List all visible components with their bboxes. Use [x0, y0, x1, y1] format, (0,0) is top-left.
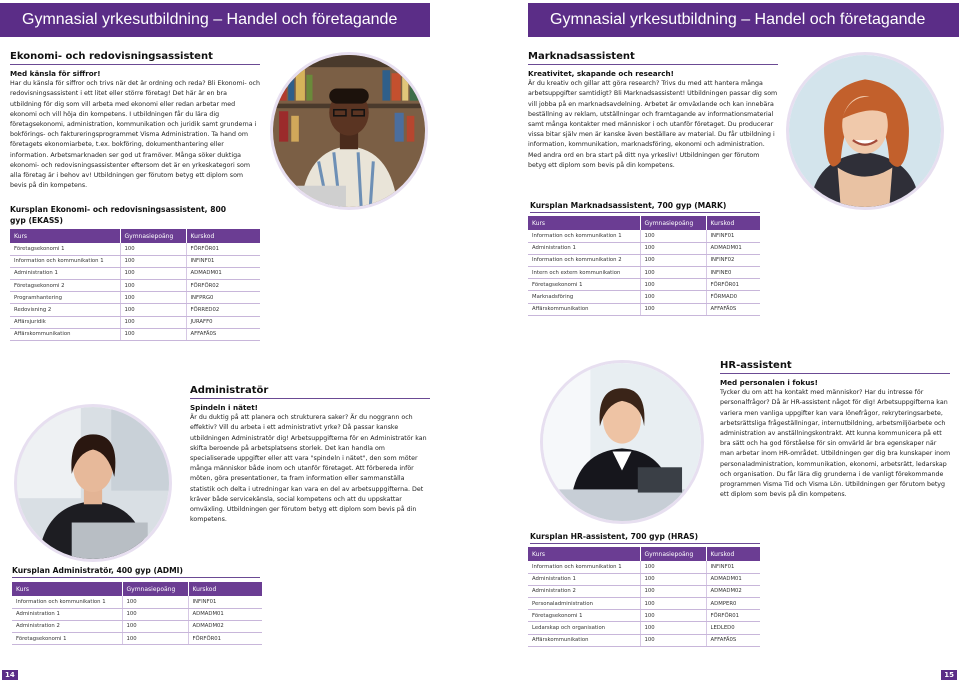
table-row: [528, 573, 760, 585]
admin-plan-rule: [12, 577, 260, 578]
col-gymnasiepoang: Gymnasiepoäng: [640, 216, 706, 230]
course-code: FÖRFÖR01: [186, 243, 260, 255]
marknad-course-table: [528, 216, 760, 316]
course-name: Affärskommunikation: [528, 303, 640, 315]
course-code: INFINF01: [706, 561, 760, 573]
hr-plan-title: Kursplan HR-assistent, 700 gyp (HRAS): [530, 532, 699, 541]
course-points: 100: [120, 316, 186, 328]
marknad-body: Är du kreativ och gillar att göra research? Trivs du med att hantera många arbetsuppgifter samtidigt? Bli Marknadsassistent! Utbildningen passar dig som vill jobba på en marknadsavdelning. Arbetet är omväxlande och kan innebära beställning av reklam, utställningar och framtagande av informationsmaterial samt många kontakter med människor i och utanför företaget. Du producerar vissa bitar själv men är kanske även beställare av material. Du får utbildning i information, kommunikation, marknadsföring, ekonomi och administration. Med andra ord en bra start på ditt nya yrkesliv! Utbildningen ger förutom betyg ett diplom som bevis på din kompetens.: [528, 80, 778, 169]
table-row: [528, 561, 760, 573]
course-code: INFINF01: [706, 230, 760, 242]
admin-lead: Spindeln i nätet!: [190, 403, 258, 412]
course-name: Information och kommunikation 1: [10, 255, 120, 267]
course-points: 100: [640, 634, 706, 646]
table-row: [528, 230, 760, 242]
hr-photo: [540, 360, 704, 524]
course-points: 100: [120, 280, 186, 292]
marknad-title: Marknadsassistent: [528, 51, 635, 62]
course-code: INFINF02: [706, 254, 760, 266]
table-header-row: [528, 216, 760, 230]
right-page-number: 15: [941, 670, 957, 680]
course-name: Information och kommunikation 1: [528, 230, 640, 242]
admin-body: Är du duktig på att planera och strukturera saker? Är du noggrann och effektiv? Vill du arbeta i ett administrativt yrke? Då passar kanske utbildningen Administratör dig! Arbetsuppgifterna för en Administratör kan skifta beroende på arbetsplatsens storlek. Det kan handla om specialiserade uppgifter eller att vara "spindeln i nätet", den som möter många människor både inom och utanför företaget. Att förbereda inför möten, göra presentationer, ta fram information eller sammanställa statistik och delta i utredningar kan vara en del av arbetsuppgifterna. Det kräver både servicekänsla, social kompetens och att du uppskattar omväxling. Utbildningen ger förutom betyg ett diplom som bevis på din kompetens.: [190, 414, 427, 524]
right-page-banner: Gymnasial yrkesutbildning – Handel och företagande: [528, 3, 959, 37]
course-name: Redovisning 2: [10, 304, 120, 316]
col-gymnasiepoang: Gymnasiepoäng: [640, 547, 706, 561]
course-code: ADMPER0: [706, 598, 760, 610]
course-name: Information och kommunikation 1: [12, 596, 122, 608]
course-name: Administration 1: [12, 608, 122, 620]
course-points: 100: [122, 608, 188, 620]
hr-rule: [720, 373, 950, 374]
table-row: [528, 254, 760, 266]
col-kurskod: Kurskod: [706, 547, 760, 561]
course-points: 100: [640, 598, 706, 610]
course-name: Administration 1: [528, 573, 640, 585]
course-name: Administration 2: [528, 585, 640, 597]
marknad-text: [528, 69, 778, 171]
admin-rule: [190, 398, 430, 399]
table-row: [10, 328, 260, 340]
hr-lead: Med personalen i fokus!: [720, 378, 818, 387]
course-code: FÖRFÖR01: [706, 279, 760, 291]
table-row: [10, 316, 260, 328]
course-name: Administration 1: [10, 267, 120, 279]
course-points: 100: [120, 255, 186, 267]
hr-text: [720, 378, 952, 500]
course-points: 100: [122, 620, 188, 632]
table-row: [10, 304, 260, 316]
course-name: Administration 2: [12, 620, 122, 632]
course-points: 100: [640, 242, 706, 254]
hr-body: Tycker du om att ha kontakt med människor? Har du intresse för personalfrågor? Då är HR-assistent något för dig! Arbetsuppgifterna kan variera men vanliga uppgifter kan vara lönefrågor, rekryteringsarbete, arbetsrättsliga frågeställningar, internutbildning, arbetsmiljöarbete och administration av anställningskontrakt. Att kunna kommunicera på ett bra sätt och ha god förståelse för sin omvärld är bra egenskaper när man arbetar inom HR-området. Utbildningen ger dig bra kunskaper inom personaladministration, kommunikation, ekonomi, arbetsrätt, ledarskap och organisation. Du får lära dig grunderna i de vanligt förekommande programmen Visma Tid och Visma Lön. Utbildningen ger förutom betyg ett diplom som bevis på din kompetens.: [720, 389, 951, 499]
marknad-lead: Kreativitet, skapande och research!: [528, 69, 674, 78]
course-name: Programhantering: [10, 292, 120, 304]
course-code: AFFAFÄ0S: [186, 328, 260, 340]
col-kurs: Kurs: [10, 229, 120, 243]
course-code: JURAFF0: [186, 316, 260, 328]
course-points: 100: [640, 303, 706, 315]
marknad-photo: [786, 52, 944, 210]
course-code: ADMADM02: [706, 585, 760, 597]
course-points: 100: [120, 292, 186, 304]
course-code: AFFAFÄ0S: [706, 303, 760, 315]
course-points: 100: [640, 279, 706, 291]
course-name: Företagsekonomi 2: [10, 280, 120, 292]
table-row: [10, 292, 260, 304]
course-points: 100: [640, 610, 706, 622]
course-points: 100: [120, 304, 186, 316]
table-row: [10, 255, 260, 267]
table-row: [12, 633, 262, 645]
table-row: [10, 280, 260, 292]
course-name: Företagsekonomi 1: [528, 610, 640, 622]
course-code: INFINF01: [188, 596, 262, 608]
course-points: 100: [640, 573, 706, 585]
course-name: Personaladministration: [528, 598, 640, 610]
admin-title: Administratör: [190, 385, 269, 396]
course-code: LEDLED0: [706, 622, 760, 634]
table-row: [12, 596, 262, 608]
course-points: 100: [640, 291, 706, 303]
admin-photo: [14, 404, 172, 562]
course-points: 100: [122, 633, 188, 645]
course-points: 100: [120, 267, 186, 279]
admin-text: [190, 403, 430, 525]
course-code: FÖRFÖR02: [186, 280, 260, 292]
left-page-number: 14: [2, 670, 18, 680]
table-row: [528, 585, 760, 597]
ekonomi-photo: [270, 52, 428, 210]
col-kurskod: Kurskod: [188, 582, 262, 596]
hr-course-table: [528, 547, 760, 647]
course-code: ADMADM01: [186, 267, 260, 279]
admin-course-table: [12, 582, 262, 645]
hr-plan-rule: [530, 543, 760, 544]
course-code: ADMADM02: [188, 620, 262, 632]
course-points: 100: [640, 230, 706, 242]
ekonomi-rule: [10, 64, 260, 65]
course-name: Affärsjuridik: [10, 316, 120, 328]
course-points: 100: [640, 622, 706, 634]
col-gymnasiepoang: Gymnasiepoäng: [122, 582, 188, 596]
table-row: [528, 267, 760, 279]
course-code: ADMADM01: [188, 608, 262, 620]
table-row: [528, 598, 760, 610]
course-code: INFINE0: [706, 267, 760, 279]
ekonomi-plan-title: Kursplan Ekonomi- och redovisningsassistent, 800 gyp (EKASS): [10, 205, 227, 225]
col-kurskod: Kurskod: [186, 229, 260, 243]
left-page-banner: Gymnasial yrkesutbildning – Handel och företagande: [0, 3, 430, 37]
course-name: Företagsekonomi 1: [12, 633, 122, 645]
table-header-row: [10, 229, 260, 243]
course-points: 100: [640, 254, 706, 266]
table-row: [528, 303, 760, 315]
table-row: [10, 243, 260, 255]
table-header-row: [12, 582, 262, 596]
col-kurs: Kurs: [528, 547, 640, 561]
table-row: [528, 279, 760, 291]
marknad-plan-rule: [530, 212, 760, 213]
course-code: ADMADM01: [706, 242, 760, 254]
ekonomi-body: Har du känsla för siffror och trivs när det är ordning och reda? Bli Ekonomi- och redovisningsassistent i ett litet eller större företag! Det här är en bra utbildning för dig som vill arbeta med ekonomi eller redan arbetar med ekonomi och vill höja din kompetens. I utbildningen får du lära dig företagsekonomi, administration, kommunikation och juridik samt grunderna i bokförings- och faktureringsprogrammet Visma Administration. Ta hand om företagets ekonomiarbete, t.ex. bokföring, dokumenthantering eller information. Arbetsmarknaden ser god ut framöver. Många söker duktiga ekonomi- och redovisningsassistenter eftersom det är en yrkeskategori som alla företag är i behov av! Utbildningen ger förutom betyg ett diplom som bevis på din kompetens.: [10, 80, 260, 190]
course-code: FÖRMAD0: [706, 291, 760, 303]
admin-plan-title: Kursplan Administratör, 400 gyp (ADMI): [12, 566, 183, 575]
table-header-row: [528, 547, 760, 561]
course-points: 100: [122, 596, 188, 608]
course-name: Information och kommunikation 2: [528, 254, 640, 266]
course-name: Intern och extern kommunikation: [528, 267, 640, 279]
course-code: ADMADM01: [706, 573, 760, 585]
ekonomi-lead: Med känsla för siffror!: [10, 69, 101, 78]
course-points: 100: [640, 267, 706, 279]
course-name: Administration 1: [528, 242, 640, 254]
course-code: FÖRFÖR01: [706, 610, 760, 622]
col-gymnasiepoang: Gymnasiepoäng: [120, 229, 186, 243]
course-code: INFPRG0: [186, 292, 260, 304]
course-code: FÖRRED02: [186, 304, 260, 316]
table-row: [528, 291, 760, 303]
course-name: Marknadsföring: [528, 291, 640, 303]
course-name: Företagsekonomi 1: [10, 243, 120, 255]
course-code: FÖRFÖR01: [188, 633, 262, 645]
marknad-plan-title: Kursplan Marknadsassistent, 700 gyp (MARK): [530, 201, 727, 210]
course-points: 100: [120, 243, 186, 255]
course-code: AFFAFÄ0S: [706, 634, 760, 646]
ekonomi-course-table: [10, 229, 260, 341]
col-kurskod: Kurskod: [706, 216, 760, 230]
col-kurs: Kurs: [12, 582, 122, 596]
course-points: 100: [640, 561, 706, 573]
hr-title: HR-assistent: [720, 360, 792, 371]
course-name: Affärskommunikation: [10, 328, 120, 340]
table-row: [528, 634, 760, 646]
course-code: INFINF01: [186, 255, 260, 267]
table-row: [528, 622, 760, 634]
course-points: 100: [640, 585, 706, 597]
table-row: [12, 608, 262, 620]
col-kurs: Kurs: [528, 216, 640, 230]
course-name: Ledarskap och organisation: [528, 622, 640, 634]
table-row: [10, 267, 260, 279]
table-row: [12, 620, 262, 632]
course-points: 100: [120, 328, 186, 340]
course-name: Företagsekonomi 1: [528, 279, 640, 291]
ekonomi-text: [10, 69, 260, 191]
table-row: [528, 242, 760, 254]
ekonomi-title: Ekonomi- och redovisningsassistent: [10, 51, 213, 62]
course-name: Information och kommunikation 1: [528, 561, 640, 573]
marknad-rule: [528, 64, 778, 65]
table-row: [528, 610, 760, 622]
course-name: Affärskommunikation: [528, 634, 640, 646]
